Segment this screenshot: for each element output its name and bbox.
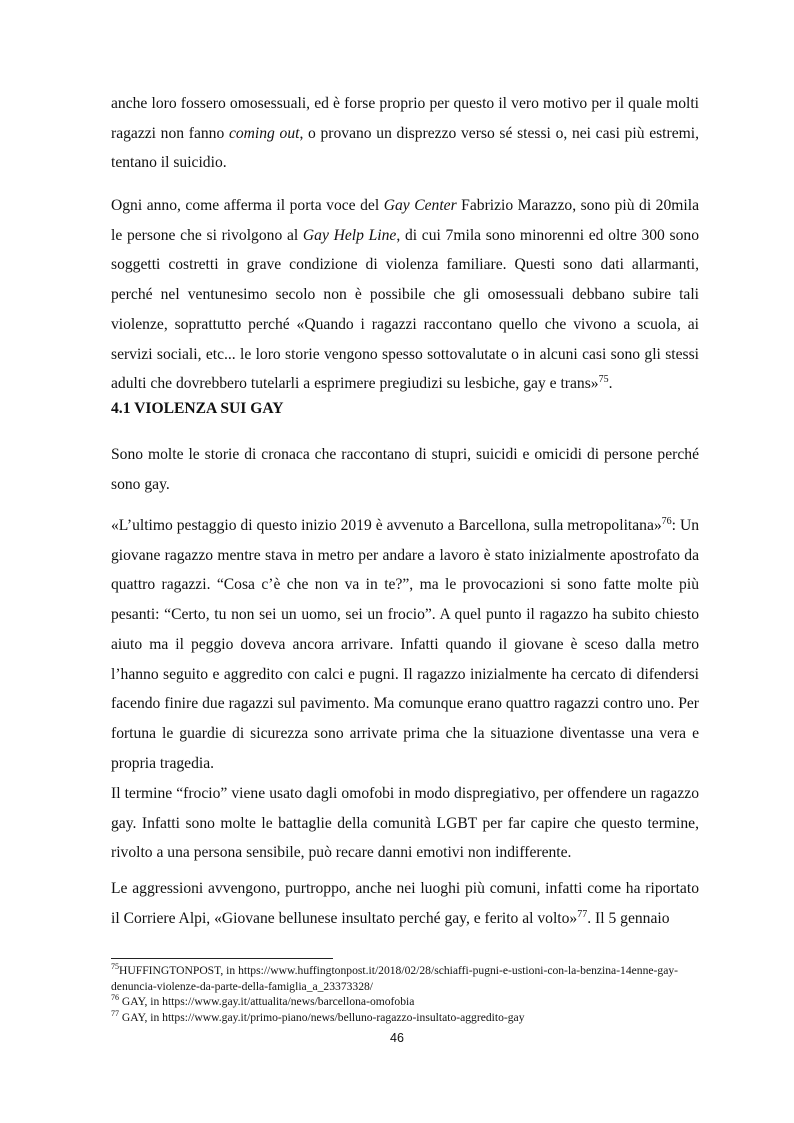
footnote-text[interactable]: HUFFINGTONPOST, in https://www.huffingtonpost.it/2018/02/28/schiaffi-pugni-e-ustioni-con-la-benzina-14enne-gay-denuncia-violenze-da-parte-della-famiglia_a_23373328/ [111,964,679,993]
paragraph-barcellona [111,511,699,778]
paragraph-frocio: Il termine “frocio” viene usato dagli omofobi in modo dispregiativo, per offendere un ragazzo gay. Infatti sono molte le battaglie della comunità LGBT per far capire che questo termine, rivolto a una persona sensibile, può recare danni emotivi non indifferente. [111,785,699,862]
section-heading: 4.1 VIOLENZA SUI GAY [111,400,284,417]
footnotes [111,963,699,1025]
paragraph-text: anche loro fossero omosessuali, ed è forse proprio per questo il vero motivo per il quale molti ragazzi non fanno [111,95,699,142]
footnote-number: 76 [111,993,119,1003]
paragraph-text: Fabrizio Marazzo, sono più di 20mila le persone che si rivolgono al [111,197,699,244]
footnote-ref[interactable]: 76 [661,515,672,527]
footnote-75 [111,963,699,994]
paragraph-text: : Un giovane ragazzo mentre stava in metro per andare a lavoro è stato inizialmente apostrofato da quattro ragazzi. “Cosa c’è che non va in te?”, ma le provocazioni si sono fatte molte più pesanti: “Certo, tu non sei un uomo, sei un frocio”. A quel punto il ragazzo ha subito chiesto aiuto ma il peggio doveva ancora arrivare. Infatti quando il giovane è sceso dalla metro l’hanno seguito e aggredito con calci e pugni. Il ragazzo inizialmente ha cercato di difendersi facendo finire due ragazzi sul pavimento. Ma comunque erano quattro ragazzi contro uno. Per fortuna le guardie di sicurezza sono arrivate prima che la situazione diventasse una vera e propria tragedia. [111,517,699,772]
footnote-number: 75 [111,962,119,972]
footnote-76 [111,994,699,1010]
paragraph-gay-center [111,191,699,399]
paragraph-text: Ogni anno, come afferma il porta voce del [111,197,384,214]
italic-term: Gay Help Line [302,226,397,244]
page-number: 46 [390,1031,404,1045]
footnote-ref[interactable]: 75 [598,374,609,386]
paragraph-text: , di cui 7mila sono minorenni ed oltre 300 sono soggetti costretti in grave condizione di violenza familiare. Questi sono dati allarmanti, perché nel ventunesimo secolo non è possibile che gli omosessuali debbano subire tali violenze, soprattutto perché «Quando i ragazzi raccontano quello che vivono a scuola, ai servizi sociali, etc... le loro storie vengono spesso sottovalutate o in alcuni casi sono gli stessi adulti che dovrebbero tutelarli a esprimere pregiudizi su lesbiche, gay e trans» [111,226,699,393]
paragraph-text: . Il 5 gennaio [587,909,670,927]
footnote-ref[interactable]: 77 [577,908,588,920]
paragraph-coming-out [111,89,699,178]
footnote-divider [111,958,333,959]
paragraph-intro: Sono molte le storie di cronaca che raccontano di stupri, suicidi e omicidi di persone perché sono gay. [111,446,699,493]
italic-term: Gay Center [383,197,457,214]
paragraph-text: Le aggressioni avvengono, purtroppo, anche nei luoghi più comuni, infatti come ha riportato il Corriere Alpi, «Giovane bellunese insultato perché gay, e ferito al volto» [111,880,699,927]
paragraph-text: «L’ultimo pestaggio di questo inizio 2019 è avvenuto a Barcellona, sulla metropolitana» [111,517,662,534]
footnote-number: 77 [111,1008,119,1018]
paragraph-aggressioni [111,874,699,933]
paragraph-text: . [608,375,613,393]
italic-term: coming out [228,124,300,142]
footnote-77 [111,1010,699,1026]
paragraph-text: , o provano un disprezzo verso sé stessi o, nei casi più estremi, tentano il suicidio. [111,124,699,172]
footnote-text[interactable]: GAY, in https://www.gay.it/primo-piano/news/belluno-ragazzo-insultato-aggredito-gay [119,1010,525,1024]
footnote-text[interactable]: GAY, in https://www.gay.it/attualita/news/barcellona-omofobia [119,995,415,1008]
